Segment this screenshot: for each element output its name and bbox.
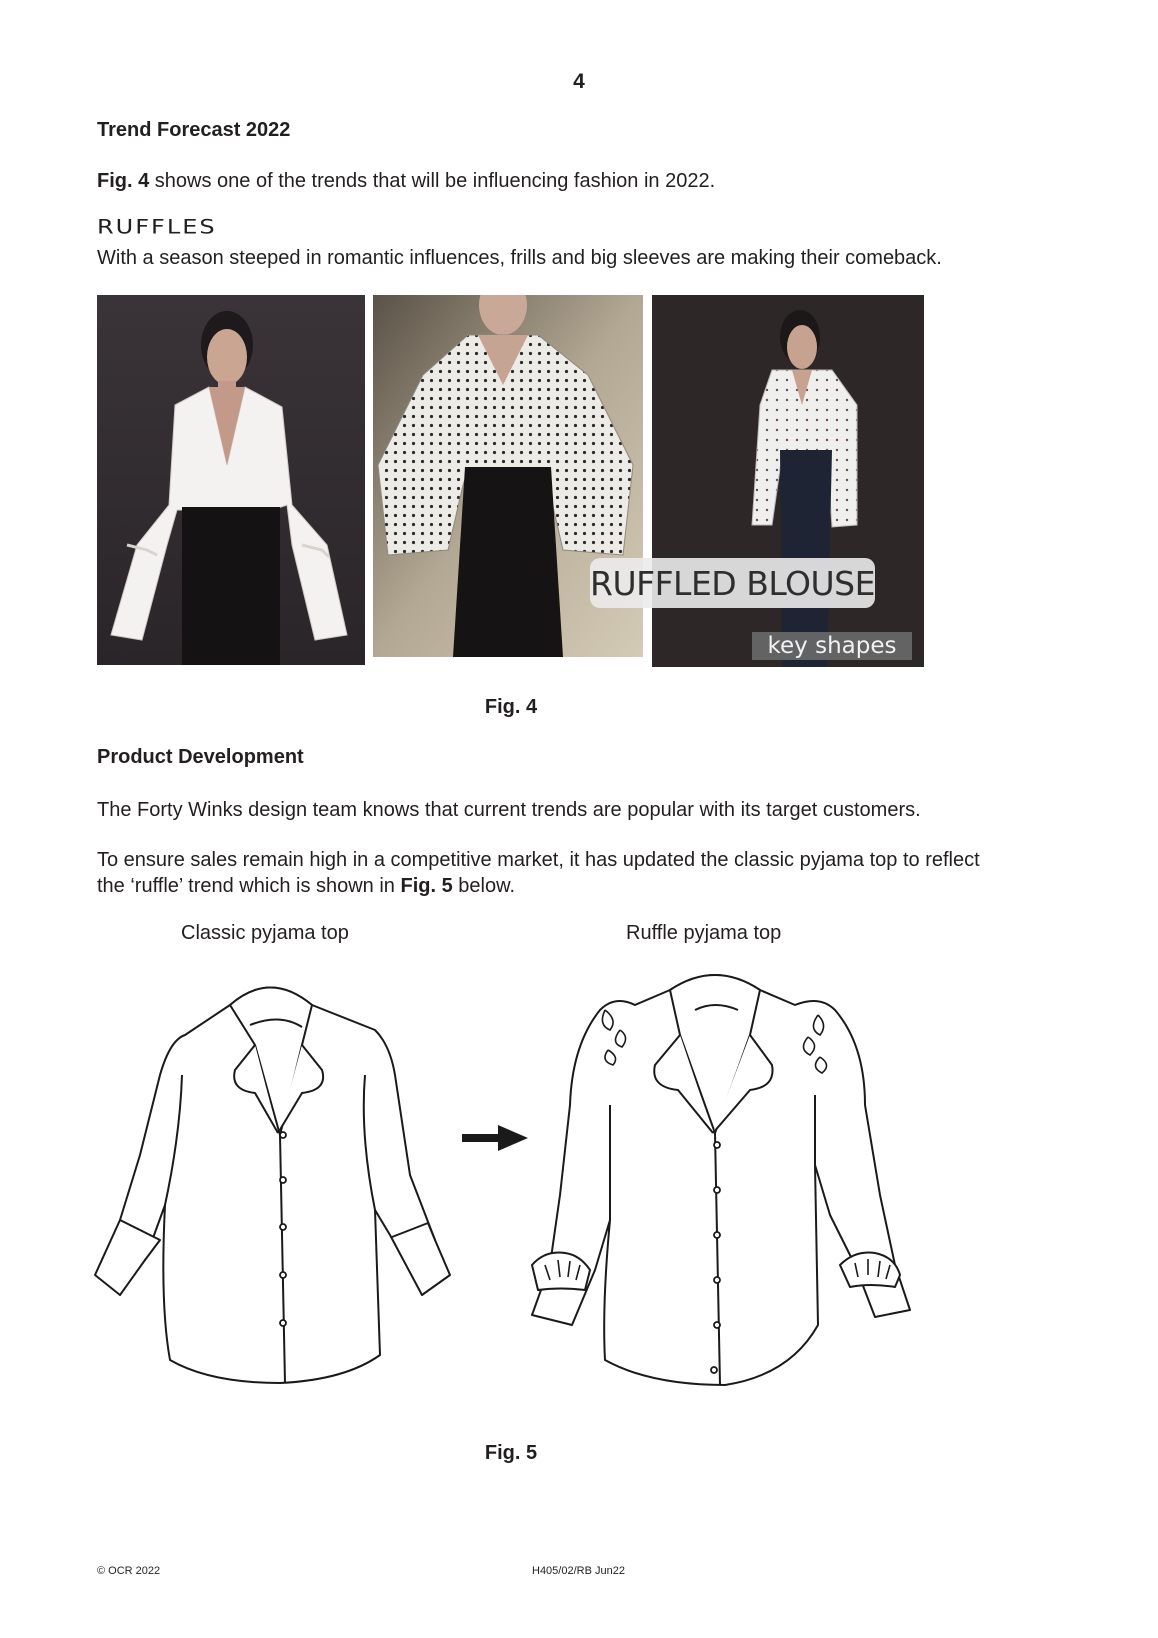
product-dev-paragraph-2-line1: To ensure sales remain high in a competitive market, it has updated the classic pyjama top to reflect (97, 849, 980, 871)
footer-copyright: © OCR 2022 (97, 1565, 161, 1577)
key-shapes-banner: key shapes (752, 632, 912, 660)
fig5-caption: Fig. 5 (484, 1442, 538, 1464)
product-dev-paragraph-1: The Forty Winks design team knows that current trends are popular with its target customers. (97, 799, 921, 821)
fig4-ref: Fig. 4 (97, 170, 150, 192)
fig5-ref: Fig. 5 (400, 875, 453, 897)
classic-pyjama-top-drawing (90, 975, 470, 1415)
ruffles-description: With a season steeped in romantic influences, frills and big sleeves are making their comeback. (97, 247, 942, 269)
product-dev-paragraph-2-line2 (97, 873, 1077, 899)
para2-line2-start: the ‘ruffle’ trend which is shown in (97, 875, 401, 897)
para2-line2-end: below. (452, 875, 515, 897)
ruffled-blouse-banner: RUFFLED BLOUSE (590, 558, 875, 608)
ruffle-pyjama-top-drawing (510, 965, 930, 1415)
photo-ruffled-blouse-drawing (652, 295, 924, 667)
section-heading-product-development: Product Development (97, 746, 304, 768)
photo-ruffled-blouse (652, 295, 924, 667)
fig4-intro (97, 168, 715, 194)
ruffle-pyjama-label: Ruffle pyjama top (626, 922, 782, 944)
page-number: 4 (573, 70, 585, 93)
photo-white-shirt (97, 295, 365, 665)
photo-white-shirt-drawing (97, 295, 365, 665)
classic-pyjama-label: Classic pyjama top (181, 922, 349, 944)
fig4-intro-text: shows one of the trends that will be influencing fashion in 2022. (149, 170, 716, 192)
footer-document-code: H405/02/RB Jun22 (532, 1565, 625, 1577)
section-heading-trend-forecast: Trend Forecast 2022 (97, 119, 291, 141)
ruffles-title: RUFFLES (97, 216, 217, 239)
product-dev-paragraph-2 (97, 847, 1077, 899)
fig4-caption: Fig. 4 (484, 696, 538, 718)
